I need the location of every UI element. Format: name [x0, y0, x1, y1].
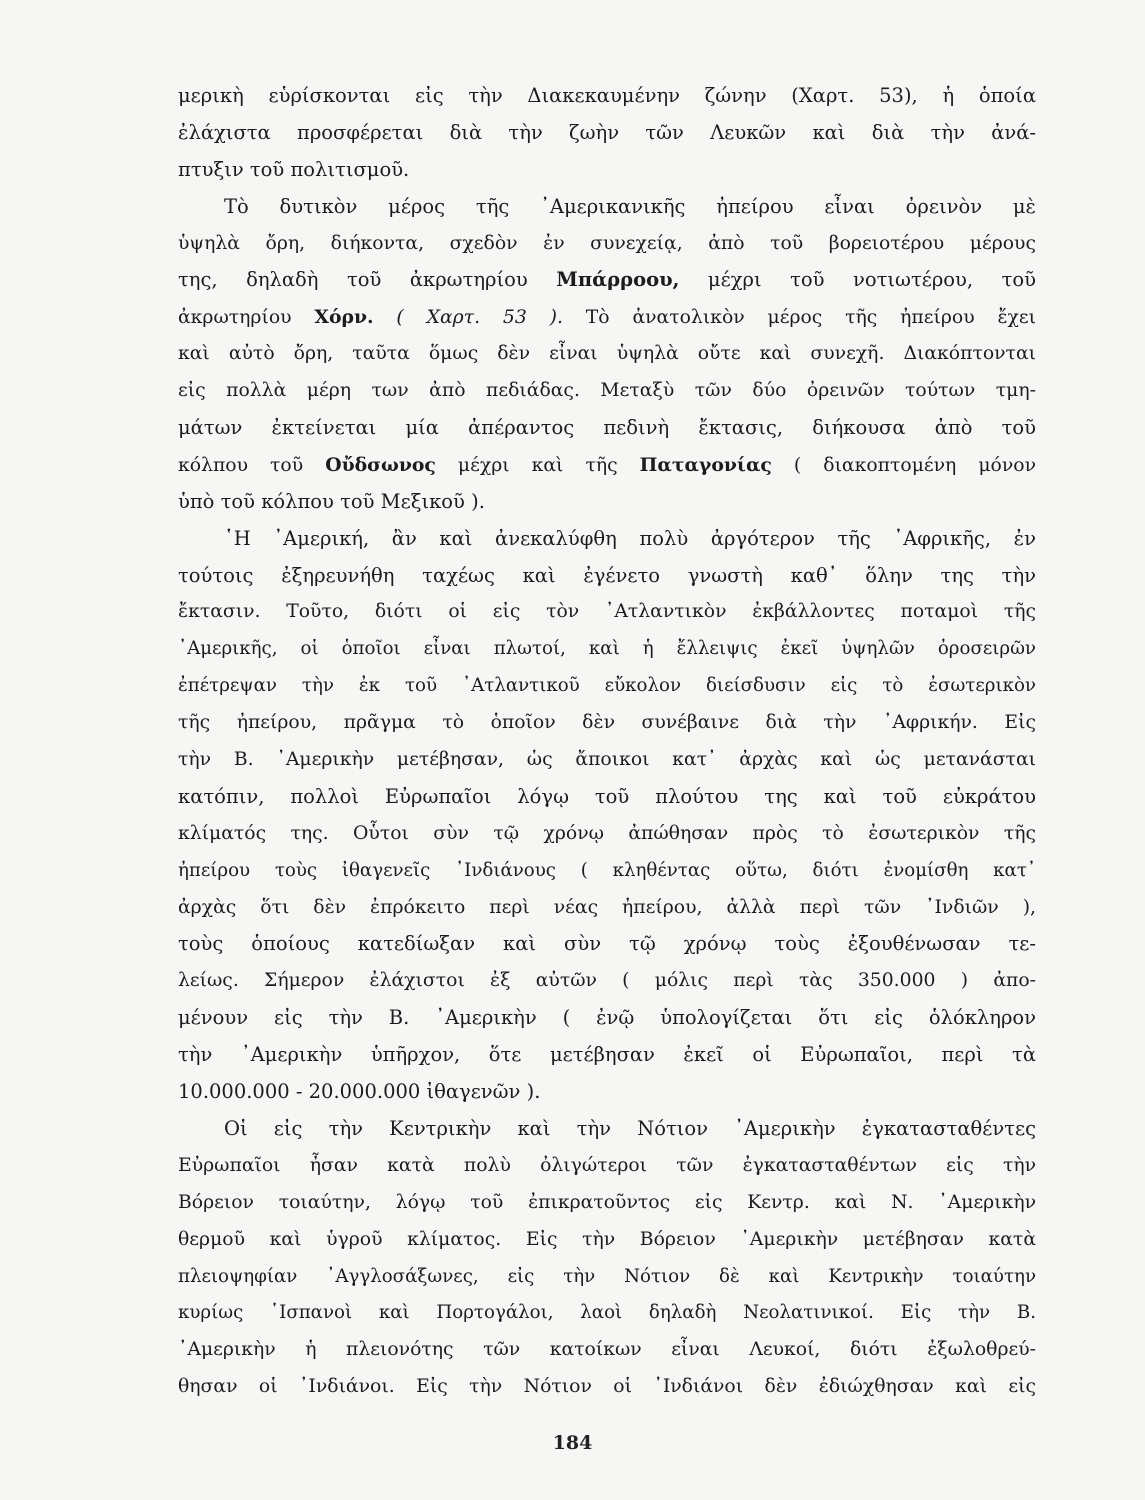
place-name-hudson: Οὔδσωνος: [325, 453, 436, 476]
page-body: [178, 78, 1036, 1406]
place-name-barrow: Μπάρροου,: [556, 268, 680, 292]
text-line-02: ἐλάχιστα προσφέρεται διὰ τὴν ζωὴν τῶν Λευκῶν καὶ διὰ τὴν ἀνά-: [178, 120, 1036, 144]
text-line-30: Εὐρωπαῖοι ἦσαν κατὰ πολὺ ὀλιγώτεροι τῶν ἐγκατασταθέντων εἰς τὴν: [178, 1154, 1036, 1176]
text-line-32: θερμοῦ καὶ ὑγροῦ κλίματος. Εἰς τὴν Βόρειον ᾿Αμερικὴν μετέβησαν κατὰ: [178, 1228, 1036, 1250]
text-run: κόλπου τοῦ: [178, 454, 326, 476]
text-line-35: ᾿Αμερικὴν ἡ πλειονότης τῶν κατοίκων εἶναι Λευκοί, διότι ἐξωλοθρεύ-: [178, 1339, 1036, 1361]
page-number: 184: [552, 1432, 593, 1454]
text-line-34: κυρίως ῾Ισπανοὶ καὶ Πορτογάλοι, λαοὶ δηλαδὴ Νεολατινικοί. Εἰς τὴν Β.: [178, 1302, 1036, 1324]
text-line-06: [178, 262, 1036, 299]
text-line-01: μερικὴ εὑρίσκονται εἰς τὴν Διακεκαυμένην ζώνην (Χαρτ. 53), ἡ ὁποία: [178, 84, 1036, 107]
text-run: Τὸ ἀνατολικὸν μέρος τῆς ἠπείρου ἔχει: [562, 307, 1037, 329]
text-line-21: κλίματός της. Οὗτοι σὺν τῷ χρόνῳ ἀπώθησαν πρὸς τὸ ἐσωτερικὸν τῆς: [178, 822, 1036, 844]
text-line-19: τὴν Β. ᾿Αμερικὴν μετέβησαν, ὡς ἄποικοι κατ᾿ ἀρχὰς καὶ ὡς μετανάσται: [178, 749, 1036, 771]
text-line-31: Βόρειον τοιαύτην, λόγῳ τοῦ ἐπικρατοῦντος εἰς Κεντρ. καὶ Ν. ᾿Αμερικὴν: [178, 1191, 1036, 1213]
text-line-20: κατόπιν, πολλοὶ Εὐρωπαῖοι λόγῳ τοῦ πλούτου της καὶ τοῦ εὐκράτου: [178, 784, 1036, 808]
text-line-07: [178, 299, 1036, 336]
text-line-17: ἐπέτρεψαν τὴν ἐκ τοῦ ᾿Ατλαντικοῦ εὔκολον διείσδυσιν εἰς τὸ ἐσωτερικὸν: [178, 675, 1036, 697]
text-line-15: ἔκτασιν. Τοῦτο, διότι οἱ εἰς τὸν ᾿Ατλαντικὸν ἐκβάλλοντες ποταμοὶ τῆς: [178, 601, 1036, 623]
text-line-36: θησαν οἱ ᾿Ινδιάνοι. Εἰς τὴν Νότιον οἱ ᾿Ινδιάνοι δὲν ἐδιώχθησαν καὶ εἰς: [178, 1376, 1036, 1398]
text-run: ἀκρωτηρίου: [178, 307, 315, 329]
text-line-09: εἰς πολλὰ μέρη των ἀπὸ πεδιάδας. Μεταξὺ τῶν δύο ὀρεινῶν τούτων τμη-: [178, 380, 1036, 402]
text-line-25: λείως. Σήμερον ἐλάχιστοι ἐξ αὐτῶν ( μόλις περὶ τὰς 350.000 ) ἀπο-: [178, 970, 1036, 992]
text-line-08: καὶ αὐτὸ ὄρη, ταῦτα ὅμως δὲν εἶναι ὑψηλὰ οὔτε καὶ συνεχῆ. Διακόπτονται: [178, 343, 1036, 365]
text-line-24: τοὺς ὁποίους κατεδίωξαν καὶ σὺν τῷ χρόνῳ τοὺς ἐξουθένωσαν τε-: [178, 932, 1036, 956]
text-run: της, δηλαδὴ τοῦ ἀκρωτηρίου: [178, 268, 557, 292]
text-run: μέχρι τοῦ νοτιωτέρου, τοῦ: [679, 268, 1036, 292]
text-line-10: μάτων ἐκτείνεται μία ἀπέραντος πεδινὴ ἔκτασις, διήκουσα ἀπὸ τοῦ: [178, 416, 1036, 440]
map-reference: ( Χαρτ. 53 ).: [373, 307, 563, 329]
text-run: μέχρι καὶ τῆς: [435, 454, 640, 476]
text-line-16: ᾿Αμερικῆς, οἱ ὁποῖοι εἶναι πλωτοί, καὶ ἡ ἔλλειψις ἐκεῖ ὑψηλῶν ὀροσειρῶν: [178, 638, 1036, 660]
text-line-13: ῾Η ᾿Αμερική, ἂν καὶ ἀνεκαλύφθη πολὺ ἀργότερον τῆς ᾿Αφρικῆς, ἐν: [224, 526, 1036, 550]
text-line-29: Οἱ εἰς τὴν Κεντρικὴν καὶ τὴν Νότιον ᾿Αμερικὴν ἐγκατασταθέντες: [224, 1116, 1036, 1140]
text-line-12: ὑπὸ τοῦ κόλπου τοῦ Μεξικοῦ ).: [178, 489, 485, 513]
text-line-11: [178, 447, 1036, 484]
text-line-28: 10.000.000 - 20.000.000 ἰθαγενῶν ).: [178, 1080, 541, 1104]
place-name-patagonia: Παταγονίας: [639, 453, 772, 476]
text-line-14: τούτοις ἐξηρευνήθη ταχέως καὶ ἐγένετο γνωστὴ καθ᾿ ὅλην της τὴν: [178, 563, 1036, 587]
text-line-23: ἀρχὰς ὅτι δὲν ἐπρόκειτο περὶ νέας ἠπείρου, ἀλλὰ περὶ τῶν ᾿Ινδιῶν ),: [178, 896, 1036, 918]
text-line-26: μένουν εἰς τὴν Β. ᾿Αμερικὴν ( ἐνῷ ὑπολογίζεται ὅτι εἰς ὁλόκληρον: [178, 1006, 1036, 1030]
place-name-horn: Χόρν.: [314, 306, 374, 329]
text-line-04: Τὸ δυτικὸν μέρος τῆς ᾿Αμερικανικῆς ἠπείρου εἶναι ὀρεινὸν μὲ: [224, 194, 1036, 218]
text-line-22: ἠπείρου τοὺς ἰθαγενεῖς ᾿Ινδιάνους ( κληθέντας οὕτω, διότι ἐνομίσθη κατ᾿: [178, 859, 1036, 881]
text-line-27: τὴν ᾿Αμερικὴν ὑπῆρχον, ὅτε μετέβησαν ἐκεῖ οἱ Εὐρωπαῖοι, περὶ τὰ: [178, 1043, 1036, 1067]
text-line-33: πλειοψηφίαν ᾿Αγγλοσάξωνες, εἰς τὴν Νότιον δὲ καὶ Κεντρικὴν τοιαύτην: [178, 1265, 1036, 1287]
text-run: ( διακοπτομένη μόνον: [771, 454, 1036, 476]
text-line-05: ὑψηλὰ ὄρη, διήκοντα, σχεδὸν ἐν συνεχείᾳ, ἀπὸ τοῦ βορειοτέρου μέρους: [178, 232, 1036, 254]
text-line-03: πτυξιν τοῦ πολιτισμοῦ.: [178, 157, 410, 181]
text-line-18: τῆς ἠπείρου, πρᾶγμα τὸ ὁποῖον δὲν συνέβαινε διὰ τὴν ᾿Αφρικήν. Εἰς: [178, 712, 1036, 734]
